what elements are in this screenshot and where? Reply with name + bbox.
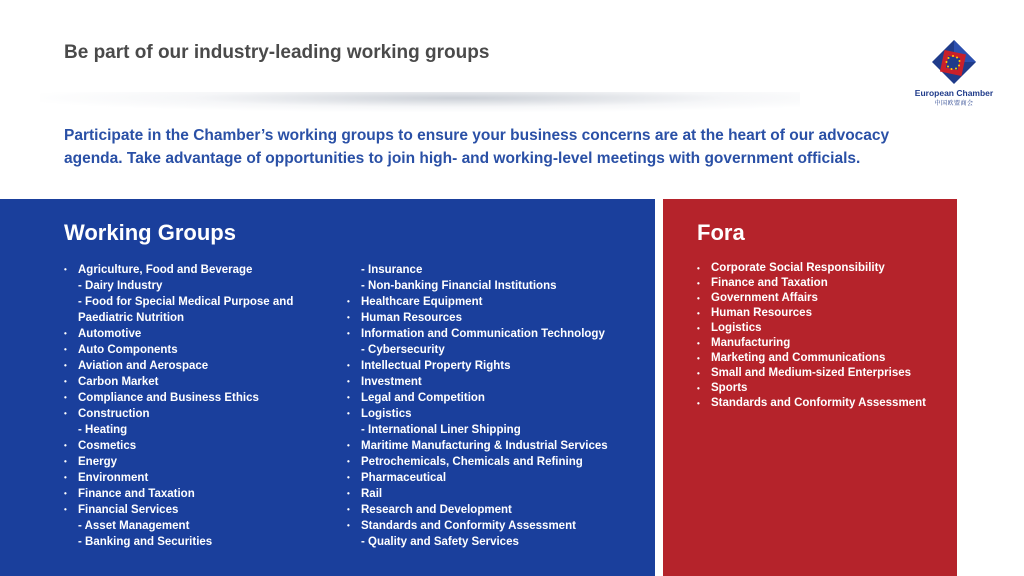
intro-text: Participate in the Chamber’s working groups to ensure your business concerns are at the heart of our advocacy agenda. Take advantage of opportunities to join high- and working-level meetings with government officials. [64, 127, 890, 167]
list-item: • Maritime Manufacturing & Industrial Services [347, 438, 647, 454]
list-item: • Research and Development [347, 502, 647, 518]
list-item: • Finance and Taxation [697, 276, 952, 291]
list-item: • Agriculture, Food and Beverage [64, 262, 334, 278]
list-item: • Environment [64, 470, 334, 486]
list-subitem: - Heating [78, 424, 128, 436]
list-item: • Information and Communication Technology [347, 326, 647, 342]
chamber-emblem-icon [930, 38, 978, 86]
list-subitem: - Non-banking Financial Institutions [361, 280, 557, 292]
working-groups-panel [0, 199, 655, 576]
list-item: • Healthcare Equipment [347, 294, 647, 310]
list-item: • Carbon Market [64, 374, 334, 390]
list-item: • Pharmaceutical [347, 470, 647, 486]
fora-list [697, 261, 952, 411]
page-title: Be part of our industry-leading working groups [64, 42, 490, 63]
list-item: • Automotive [64, 326, 334, 342]
list-subitem: - Dairy Industry [78, 280, 163, 292]
logo-chinese-name: 中国欧盟商会 [934, 101, 974, 107]
list-item: • Petrochemicals, Chemicals and Refining [347, 454, 647, 470]
list-item: • Human Resources [697, 306, 952, 321]
list-subitem: - Food for Special Medical Purpose and Paediatric Nutrition [78, 296, 294, 324]
list-item: • Finance and Taxation [64, 486, 334, 502]
fora-panel [663, 199, 957, 576]
list-subitem: - Quality and Safety Services [361, 536, 519, 548]
list-subitem: - Banking and Securities [78, 536, 213, 548]
fora-title: Fora [697, 220, 745, 245]
list-item: • Cosmetics [64, 438, 334, 454]
list-item: • Marketing and Communications [697, 351, 952, 366]
list-subitem: - International Liner Shipping [361, 424, 521, 436]
title-divider-shadow [40, 92, 800, 112]
list-item: • Logistics [697, 321, 952, 336]
list-subitem: - Insurance [361, 264, 423, 276]
list-subitem: - Asset Management [78, 520, 190, 532]
list-item: • Energy [64, 454, 334, 470]
working-groups-list-col1 [64, 262, 334, 550]
list-item: • Sports [697, 381, 952, 396]
list-item: • Government Affairs [697, 291, 952, 306]
list-item: • Standards and Conformity Assessment [697, 396, 952, 411]
list-item: • Manufacturing [697, 336, 952, 351]
working-groups-list-col2 [347, 262, 647, 550]
list-item: • Standards and Conformity Assessment [347, 518, 647, 534]
list-item: • Human Resources [347, 310, 647, 326]
list-subitem: - Cybersecurity [361, 344, 445, 356]
list-item: • Aviation and Aerospace [64, 358, 334, 374]
list-item: • Rail [347, 486, 647, 502]
logo-name: European Chamber [914, 88, 994, 98]
list-item: • Compliance and Business Ethics [64, 390, 334, 406]
list-item: • Auto Components [64, 342, 334, 358]
list-item: • Logistics [347, 406, 647, 422]
working-groups-title: Working Groups [64, 220, 236, 245]
list-item: • Intellectual Property Rights [347, 358, 647, 374]
list-item: • Financial Services [64, 502, 334, 518]
list-item: • Construction [64, 406, 334, 422]
list-item: • Corporate Social Responsibility [697, 261, 952, 276]
list-item: • Legal and Competition [347, 390, 647, 406]
list-item: • Investment [347, 374, 647, 390]
list-item: • Small and Medium-sized Enterprises [697, 366, 952, 381]
european-chamber-logo [912, 38, 996, 114]
